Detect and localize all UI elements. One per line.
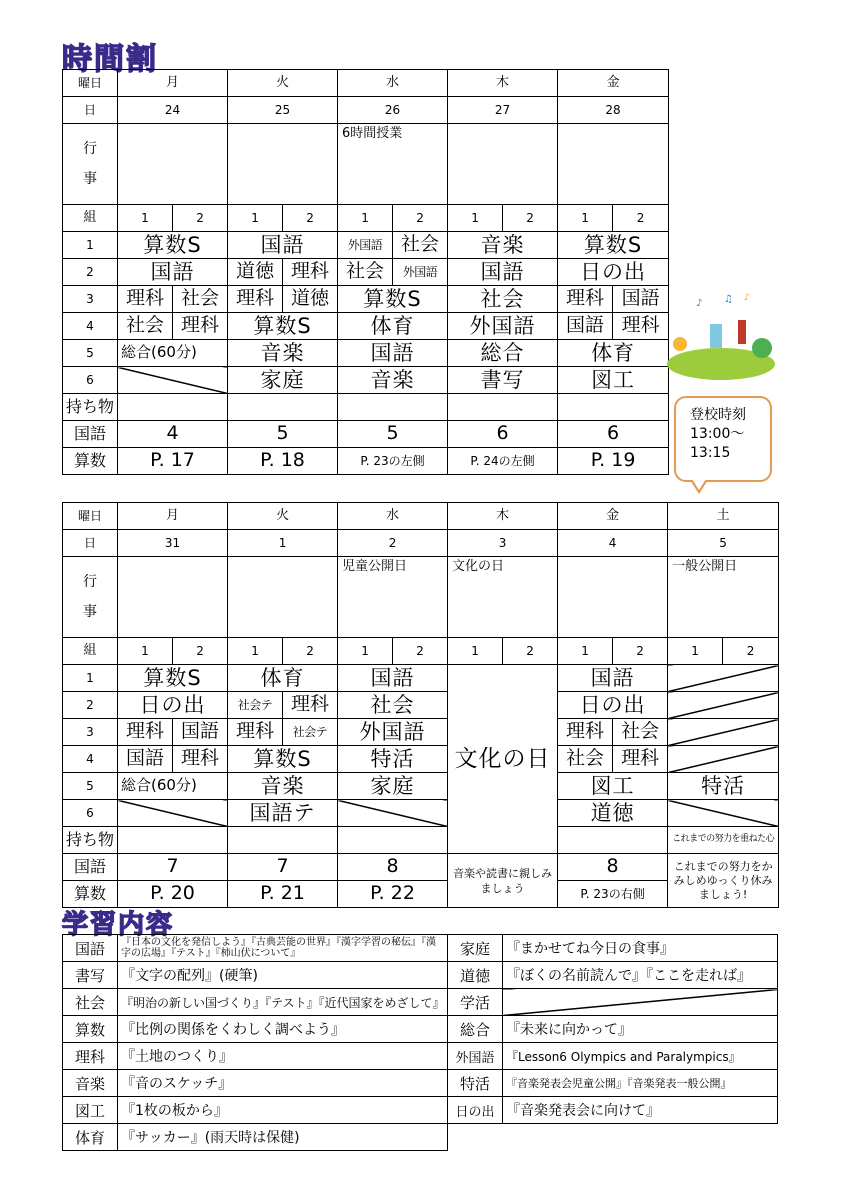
sansu-page: P. 24の左側 bbox=[448, 448, 558, 475]
lesson-cell: 算数S bbox=[118, 232, 228, 259]
subject-label: 算数 bbox=[63, 1016, 118, 1043]
subject-content: 『比例の関係をくわしく調べよう』 bbox=[118, 1016, 448, 1043]
period-num: 4 bbox=[63, 313, 118, 340]
mochimono-cell bbox=[118, 394, 228, 421]
lesson-cell: 国語 bbox=[118, 259, 228, 286]
subject-label: 図工 bbox=[63, 1097, 118, 1124]
empty-slot bbox=[118, 800, 228, 827]
lesson-cell: 算数S bbox=[118, 665, 228, 692]
date-cell: 5 bbox=[668, 530, 779, 557]
class-num: 2 bbox=[503, 638, 558, 665]
music-note-icon: ♪ bbox=[744, 293, 750, 303]
day-header: 水 bbox=[338, 503, 448, 530]
class-num: 2 bbox=[393, 638, 448, 665]
empty-slot bbox=[668, 719, 779, 746]
lesson-cell: 日の出 bbox=[558, 692, 668, 719]
lesson-cell: 国語 bbox=[173, 719, 228, 746]
class-num: 1 bbox=[448, 638, 503, 665]
label-mochimono: 持ち物 bbox=[63, 394, 118, 421]
kokugo-page: 5 bbox=[228, 421, 338, 448]
lesson-cell: 日の出 bbox=[118, 692, 228, 719]
subject-content: 『土地のつくり』 bbox=[118, 1043, 448, 1070]
day-header: 水 bbox=[338, 70, 448, 97]
class-num: 2 bbox=[393, 205, 448, 232]
label-hi: 日 bbox=[63, 97, 118, 124]
lesson-cell: 理科 bbox=[613, 313, 669, 340]
timetable-week2 bbox=[62, 502, 779, 908]
period-num: 6 bbox=[63, 367, 118, 394]
music-note-icon: ♫ bbox=[724, 294, 733, 305]
event-cell bbox=[228, 124, 338, 205]
date-cell: 1 bbox=[228, 530, 338, 557]
class-num: 2 bbox=[613, 205, 669, 232]
period-num: 3 bbox=[63, 286, 118, 313]
label-gyo: 行 bbox=[83, 574, 97, 590]
sansu-page: P. 19 bbox=[558, 448, 669, 475]
mochimono-cell bbox=[338, 394, 448, 421]
kokugo-page: 8 bbox=[558, 854, 668, 881]
class-num: 1 bbox=[668, 638, 723, 665]
empty-slot bbox=[668, 800, 779, 827]
mochimono-cell bbox=[338, 827, 448, 854]
lesson-cell: 社会 bbox=[558, 746, 613, 773]
lesson-cell: 理科 bbox=[283, 692, 338, 719]
event-cell bbox=[118, 124, 228, 205]
subject-label: 学活 bbox=[448, 989, 503, 1016]
lesson-cell: 社会テ bbox=[283, 719, 338, 746]
learning-content-title-text: 学習内容 bbox=[62, 910, 175, 940]
date-cell: 31 bbox=[118, 530, 228, 557]
label-kokugo: 国語 bbox=[63, 854, 118, 881]
callout-line: 13:00〜 bbox=[690, 426, 745, 442]
callout-tail-inner bbox=[692, 479, 706, 490]
class-num: 2 bbox=[613, 638, 668, 665]
lesson-cell: 体育 bbox=[228, 665, 338, 692]
day-header: 金 bbox=[558, 70, 669, 97]
lesson-cell: 書写 bbox=[448, 367, 558, 394]
lesson-cell: 図工 bbox=[558, 367, 669, 394]
sansu-page: P. 23の左側 bbox=[338, 448, 448, 475]
empty-slot bbox=[118, 367, 228, 394]
class-num: 1 bbox=[448, 205, 503, 232]
lesson-cell: 体育 bbox=[558, 340, 669, 367]
period-num: 5 bbox=[63, 340, 118, 367]
class-num: 2 bbox=[173, 205, 228, 232]
label-kokugo: 国語 bbox=[63, 421, 118, 448]
class-num: 1 bbox=[228, 205, 283, 232]
class-num: 1 bbox=[558, 205, 613, 232]
label-event bbox=[63, 124, 118, 205]
subject-label: 総合 bbox=[448, 1016, 503, 1043]
period-num: 6 bbox=[63, 800, 118, 827]
label-event bbox=[63, 557, 118, 638]
holiday-cell: 文化の日 bbox=[448, 665, 558, 854]
class-num: 1 bbox=[338, 205, 393, 232]
subject-content: 『日本の文化を発信しよう』『古典芸能の世界』『漢字学習の秘伝』『漢字の広場』『テスト』『柿山伏について』 bbox=[118, 935, 448, 962]
event-cell bbox=[118, 557, 228, 638]
subject-content: 『ぼくの名前読んで』『ここを走れば』 bbox=[503, 962, 778, 989]
lesson-cell: 家庭 bbox=[338, 773, 448, 800]
kokugo-page: 8 bbox=[338, 854, 448, 881]
date-cell: 3 bbox=[448, 530, 558, 557]
lesson-cell: 総合(60分) bbox=[118, 340, 228, 367]
day-header: 火 bbox=[228, 503, 338, 530]
subject-label: 体育 bbox=[63, 1124, 118, 1151]
mochimono-cell bbox=[448, 394, 558, 421]
sansu-page: P. 23の右側 bbox=[558, 881, 668, 908]
date-cell: 26 bbox=[338, 97, 448, 124]
lesson-cell: 国語 bbox=[118, 746, 173, 773]
subject-label: 理科 bbox=[63, 1043, 118, 1070]
lesson-cell: 算数S bbox=[228, 746, 338, 773]
lesson-cell: 国語 bbox=[338, 665, 448, 692]
lesson-cell: 理科 bbox=[558, 286, 613, 313]
day-header: 金 bbox=[558, 503, 668, 530]
period-num: 2 bbox=[63, 259, 118, 286]
holiday-note: 音楽や読書に親しみましょう bbox=[448, 854, 558, 908]
lesson-cell: 国語 bbox=[613, 286, 669, 313]
subject-content: 『未来に向かって』 bbox=[503, 1016, 778, 1043]
day-header: 月 bbox=[118, 503, 228, 530]
lesson-cell: 理科 bbox=[558, 719, 613, 746]
lesson-cell: 音楽 bbox=[448, 232, 558, 259]
lesson-cell: 社会 bbox=[338, 259, 393, 286]
lesson-cell: 社会テ bbox=[228, 692, 283, 719]
learning-content-right bbox=[447, 934, 778, 1124]
lesson-cell: 体育 bbox=[338, 313, 448, 340]
lesson-cell: 理科 bbox=[118, 719, 173, 746]
music-illustration bbox=[666, 292, 776, 382]
lesson-cell: 社会 bbox=[118, 313, 173, 340]
lesson-cell: 算数S bbox=[338, 286, 448, 313]
event-cell: 6時間授業 bbox=[338, 124, 448, 205]
mochimono-cell bbox=[558, 827, 668, 854]
lesson-cell: 道徳 bbox=[558, 800, 668, 827]
subject-label: 書写 bbox=[63, 962, 118, 989]
label-youbi: 曜日 bbox=[63, 503, 118, 530]
lesson-cell: 算数S bbox=[228, 313, 338, 340]
subject-content: 『文字の配列』(硬筆) bbox=[118, 962, 448, 989]
class-num: 2 bbox=[173, 638, 228, 665]
lesson-cell: 国語 bbox=[228, 232, 338, 259]
subject-content bbox=[503, 989, 778, 1016]
subject-label: 国語 bbox=[63, 935, 118, 962]
kokugo-page: 4 bbox=[118, 421, 228, 448]
lesson-cell: 理科 bbox=[613, 746, 668, 773]
sansu-page: P. 18 bbox=[228, 448, 338, 475]
subject-content: 『サッカー』(雨天時は保健) bbox=[118, 1124, 448, 1151]
mochimono-cell bbox=[228, 827, 338, 854]
lesson-cell: 理科 bbox=[283, 259, 338, 286]
period-num: 1 bbox=[63, 232, 118, 259]
character-icon bbox=[738, 320, 746, 344]
subject-label: 音楽 bbox=[63, 1070, 118, 1097]
lesson-cell: 理科 bbox=[118, 286, 173, 313]
sansu-page: P. 22 bbox=[338, 881, 448, 908]
subject-label: 家庭 bbox=[448, 935, 503, 962]
kokugo-page: 6 bbox=[558, 421, 669, 448]
empty-slot bbox=[668, 692, 779, 719]
saturday-note: これまでの努力をかみしめゆっくり休みましょう! bbox=[668, 854, 779, 908]
label-ji: 事 bbox=[83, 171, 97, 187]
period-num: 2 bbox=[63, 692, 118, 719]
event-cell bbox=[228, 557, 338, 638]
class-num: 1 bbox=[228, 638, 283, 665]
lesson-cell: 家庭 bbox=[228, 367, 338, 394]
lesson-cell: 日の出 bbox=[558, 259, 669, 286]
event-cell: 一般公開日 bbox=[668, 557, 779, 638]
date-cell: 27 bbox=[448, 97, 558, 124]
class-num: 2 bbox=[503, 205, 558, 232]
lesson-cell: 外国語 bbox=[338, 232, 393, 259]
mochimono-cell bbox=[228, 394, 338, 421]
kokugo-page: 6 bbox=[448, 421, 558, 448]
lesson-cell: 外国語 bbox=[448, 313, 558, 340]
label-mochimono: 持ち物 bbox=[63, 827, 118, 854]
timetable-title-text: 時間割 bbox=[62, 42, 158, 77]
empty-slot bbox=[338, 800, 448, 827]
lesson-cell: 図工 bbox=[558, 773, 668, 800]
period-num: 1 bbox=[63, 665, 118, 692]
music-note-icon: ♪ bbox=[696, 298, 703, 309]
subject-content: 『まかせてね今日の食事』 bbox=[503, 935, 778, 962]
lesson-cell: 音楽 bbox=[228, 340, 338, 367]
subject-label: 日の出 bbox=[448, 1097, 503, 1124]
arrival-time-callout bbox=[674, 396, 772, 482]
subject-content: 『Lesson6 Olympics and Paralympics』 bbox=[503, 1043, 778, 1070]
lesson-cell: 音楽 bbox=[338, 367, 448, 394]
lesson-cell: 総合(60分) bbox=[118, 773, 228, 800]
class-num: 2 bbox=[283, 205, 338, 232]
sansu-page: P. 21 bbox=[228, 881, 338, 908]
callout-line: 13:15 bbox=[690, 445, 731, 461]
lesson-cell: 理科 bbox=[173, 313, 228, 340]
lesson-cell: 総合 bbox=[448, 340, 558, 367]
label-youbi: 曜日 bbox=[63, 70, 118, 97]
date-cell: 24 bbox=[118, 97, 228, 124]
subject-content: 『1枚の板から』 bbox=[118, 1097, 448, 1124]
period-num: 4 bbox=[63, 746, 118, 773]
lesson-cell: 国語テ bbox=[228, 800, 338, 827]
class-num: 1 bbox=[118, 205, 173, 232]
lesson-cell: 国語 bbox=[558, 313, 613, 340]
lesson-cell: 国語 bbox=[338, 340, 448, 367]
subject-label: 外国語 bbox=[448, 1043, 503, 1070]
label-ji: 事 bbox=[83, 604, 97, 620]
mochimono-cell bbox=[118, 827, 228, 854]
lesson-cell: 外国語 bbox=[338, 719, 448, 746]
kokugo-page: 7 bbox=[228, 854, 338, 881]
label-sansu: 算数 bbox=[63, 448, 118, 475]
empty-slot bbox=[668, 746, 779, 773]
lesson-cell: 国語 bbox=[448, 259, 558, 286]
learning-content-left bbox=[62, 934, 448, 1151]
date-cell: 28 bbox=[558, 97, 669, 124]
empty-slot bbox=[668, 665, 779, 692]
lesson-cell: 算数S bbox=[558, 232, 669, 259]
label-kumi: 組 bbox=[63, 205, 118, 232]
callout-line: 登校時刻 bbox=[690, 407, 746, 423]
lesson-cell: 社会 bbox=[393, 232, 448, 259]
lesson-cell: 理科 bbox=[228, 286, 283, 313]
event-cell bbox=[448, 124, 558, 205]
subject-content: 『音楽発表会に向けて』 bbox=[503, 1097, 778, 1124]
sansu-page: P. 17 bbox=[118, 448, 228, 475]
class-num: 1 bbox=[558, 638, 613, 665]
lesson-cell: 社会 bbox=[173, 286, 228, 313]
mochimono-cell: これまでの努力を重ねた心 bbox=[668, 827, 779, 854]
subject-label: 社会 bbox=[63, 989, 118, 1016]
lesson-cell: 外国語 bbox=[393, 259, 448, 286]
day-header: 土 bbox=[668, 503, 779, 530]
day-header: 月 bbox=[118, 70, 228, 97]
subject-content: 『音楽発表会児童公開』『音楽発表一般公開』 bbox=[503, 1070, 778, 1097]
subject-label: 道徳 bbox=[448, 962, 503, 989]
subject-label: 特活 bbox=[448, 1070, 503, 1097]
lesson-cell: 特活 bbox=[338, 746, 448, 773]
lesson-cell: 道徳 bbox=[228, 259, 283, 286]
period-num: 5 bbox=[63, 773, 118, 800]
day-header: 木 bbox=[448, 70, 558, 97]
character-icon bbox=[710, 324, 722, 348]
sansu-page: P. 20 bbox=[118, 881, 228, 908]
event-cell bbox=[558, 124, 669, 205]
kokugo-page: 5 bbox=[338, 421, 448, 448]
lesson-cell: 道徳 bbox=[283, 286, 338, 313]
lesson-cell: 音楽 bbox=[228, 773, 338, 800]
label-sansu: 算数 bbox=[63, 881, 118, 908]
date-cell: 4 bbox=[558, 530, 668, 557]
class-num: 2 bbox=[723, 638, 779, 665]
subject-content: 『明治の新しい国づくり』『テスト』『近代国家をめざして』 bbox=[118, 989, 448, 1016]
character-icon bbox=[673, 337, 687, 351]
class-num: 1 bbox=[118, 638, 173, 665]
event-cell: 児童公開日 bbox=[338, 557, 448, 638]
subject-content: 『音のスケッチ』 bbox=[118, 1070, 448, 1097]
period-num: 3 bbox=[63, 719, 118, 746]
lesson-cell: 社会 bbox=[338, 692, 448, 719]
timetable-week1 bbox=[62, 69, 669, 475]
label-gyo: 行 bbox=[83, 141, 97, 157]
date-cell: 25 bbox=[228, 97, 338, 124]
label-hi: 日 bbox=[63, 530, 118, 557]
date-cell: 2 bbox=[338, 530, 448, 557]
lesson-cell: 理科 bbox=[228, 719, 283, 746]
lesson-cell: 社会 bbox=[613, 719, 668, 746]
class-num: 1 bbox=[338, 638, 393, 665]
event-cell bbox=[558, 557, 668, 638]
label-kumi: 組 bbox=[63, 638, 118, 665]
kokugo-page: 7 bbox=[118, 854, 228, 881]
event-cell: 文化の日 bbox=[448, 557, 558, 638]
tree-icon bbox=[752, 338, 772, 358]
lesson-cell: 特活 bbox=[668, 773, 779, 800]
lesson-cell: 国語 bbox=[558, 665, 668, 692]
lesson-cell: 社会 bbox=[448, 286, 558, 313]
class-num: 2 bbox=[283, 638, 338, 665]
day-header: 木 bbox=[448, 503, 558, 530]
lesson-cell: 理科 bbox=[173, 746, 228, 773]
day-header: 火 bbox=[228, 70, 338, 97]
mochimono-cell bbox=[558, 394, 669, 421]
